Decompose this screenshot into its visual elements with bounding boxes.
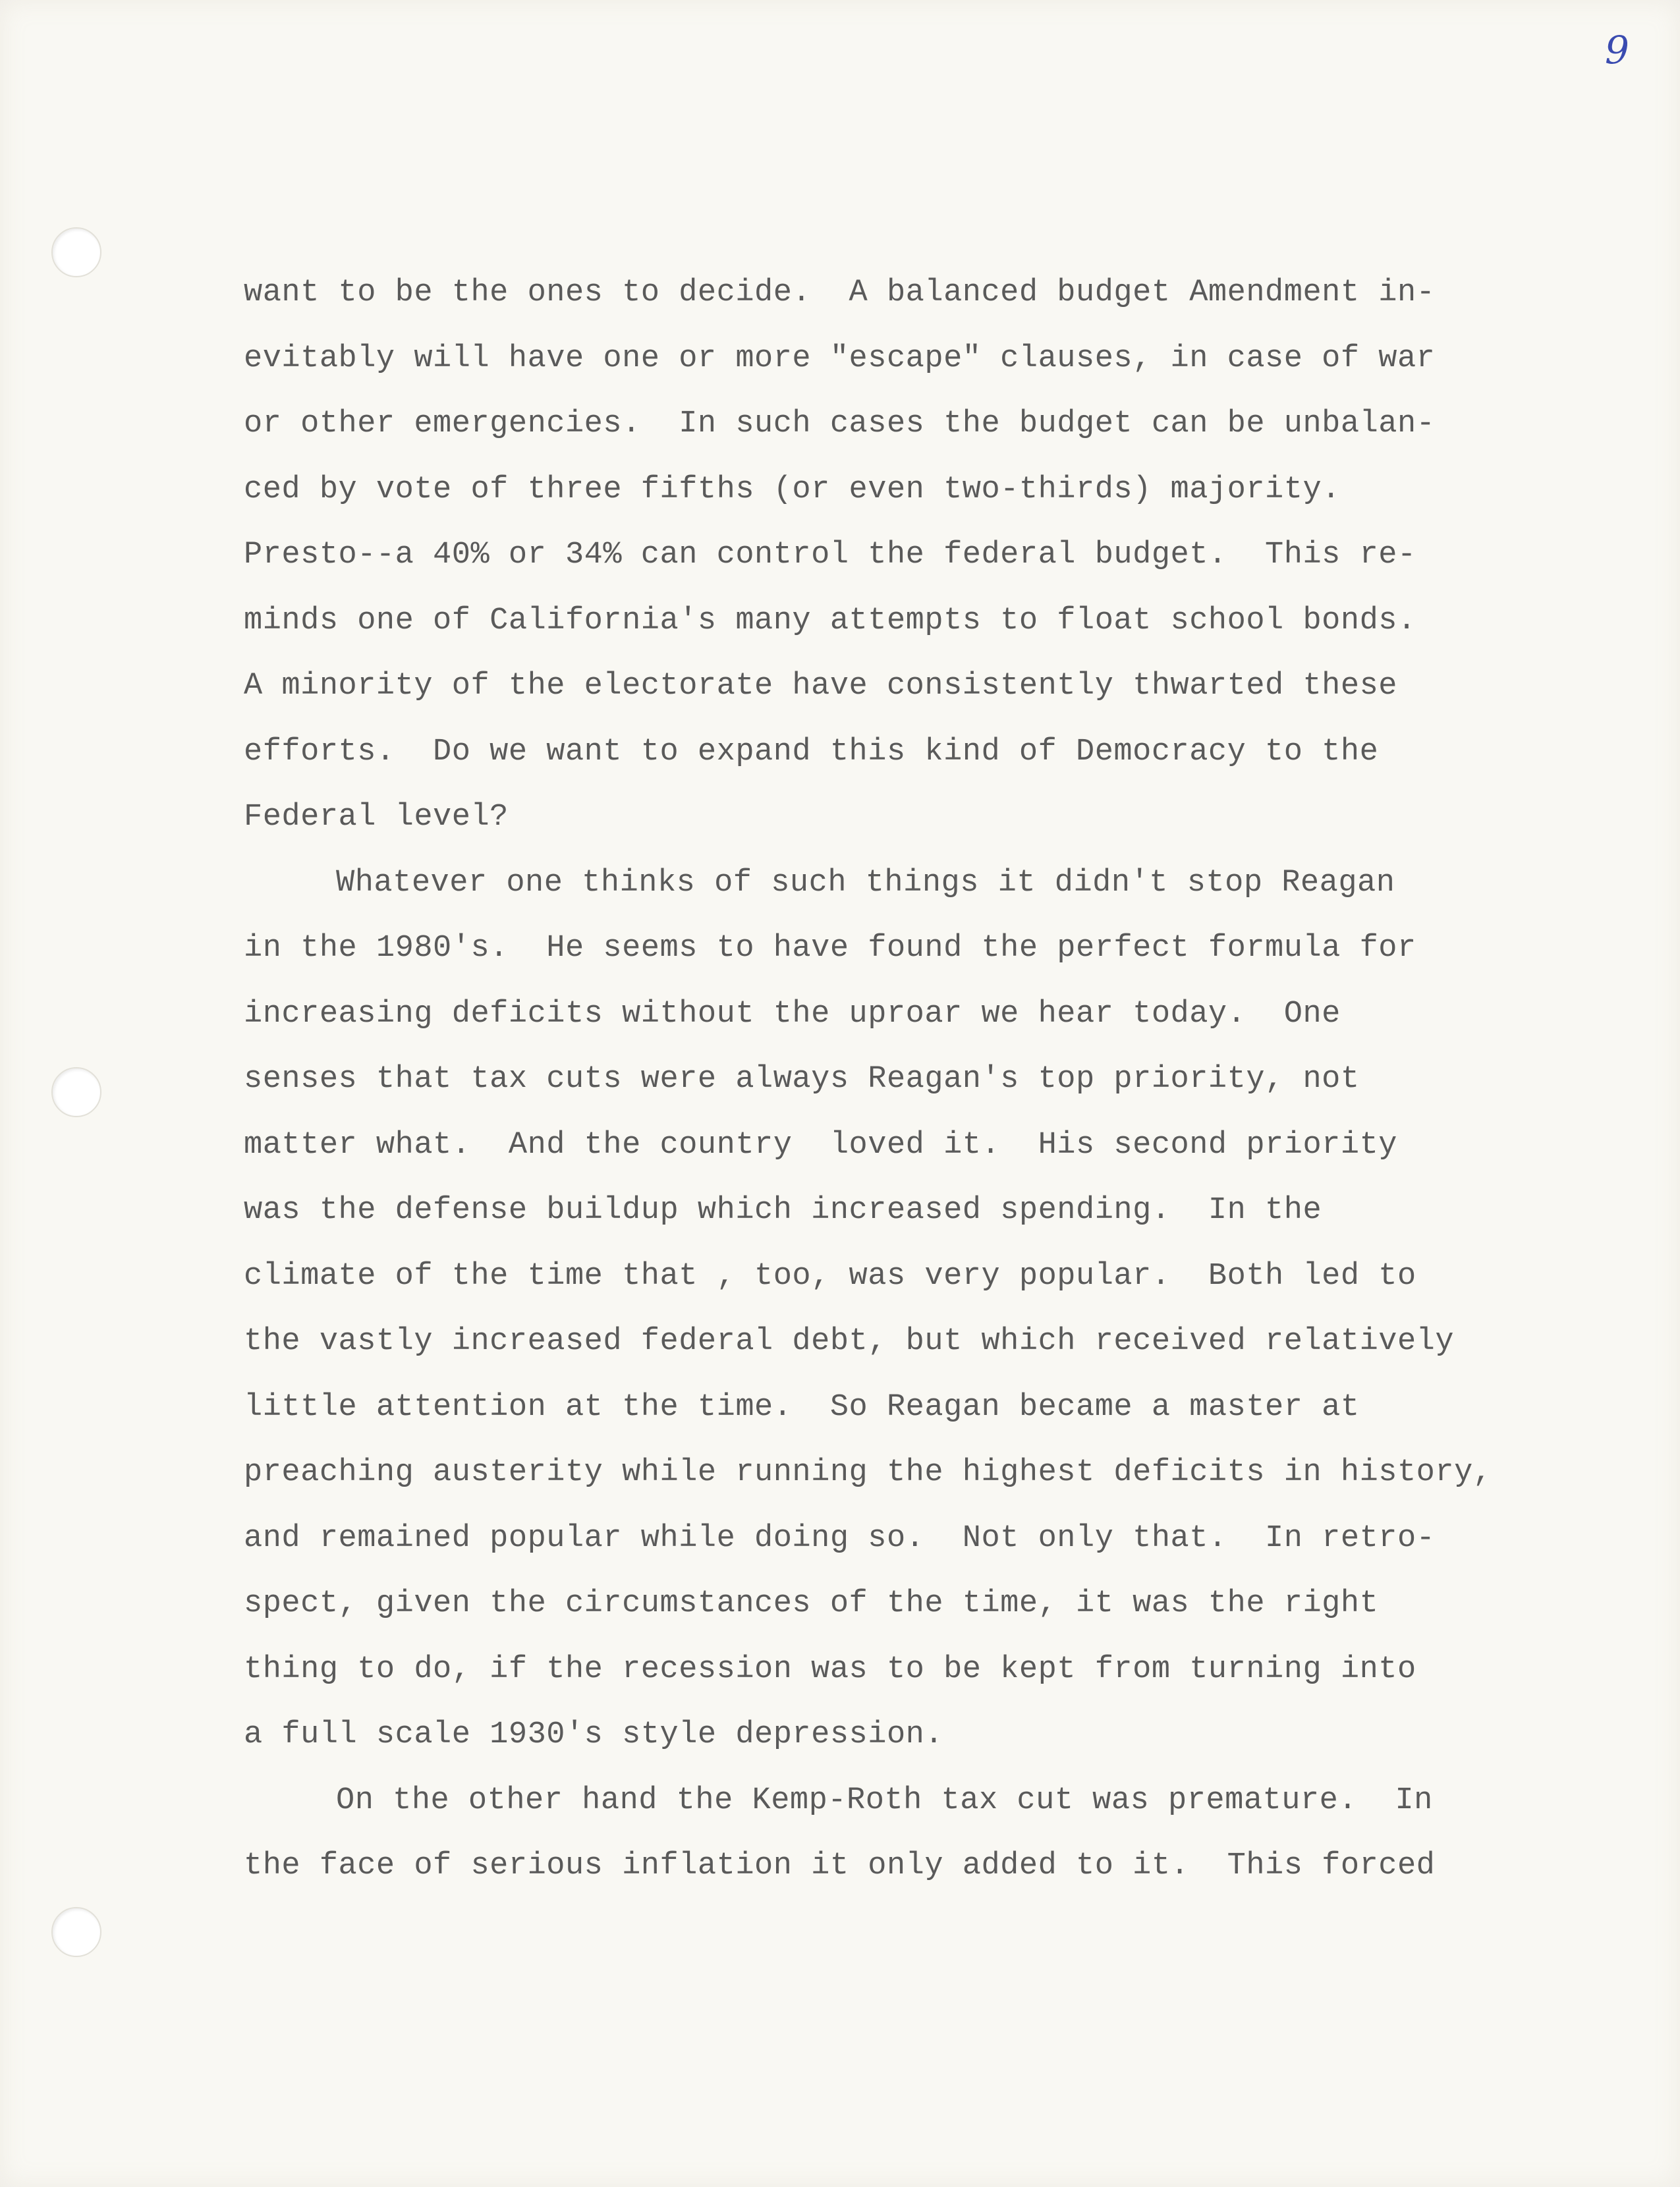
text-line: Presto--a 40% or 34% can control the federal budget. This re- (244, 538, 1416, 572)
text-line: climate of the time that , too, was very popular. Both led to (244, 1258, 1416, 1294)
text-line: preaching austerity while running the highest deficits in history, (244, 1455, 1492, 1490)
text-line: evitably will have one or more "escape" clauses, in case of war (244, 341, 1436, 376)
text-line: efforts. Do we want to expand this kind of Democracy to the (244, 734, 1379, 769)
text-line: or other emergencies. In such cases the budget can be unbalan- (244, 406, 1436, 441)
text-line: was the defense buildup which increased spending. In the (244, 1193, 1322, 1228)
text-line: the face of serious inflation it only added to it. This forced (244, 1848, 1436, 1883)
text-line: On the other hand the Kemp-Roth tax cut was premature. In (336, 1783, 1433, 1818)
punch-hole (51, 1907, 101, 1957)
text-line: Whatever one thinks of such things it didn't stop Reagan (336, 865, 1395, 900)
text-line: in the 1980's. He seems to have found the perfect formula for (244, 931, 1416, 966)
text-line: A minority of the electorate have consistently thwarted these (244, 669, 1397, 704)
text-line: Federal level? (244, 800, 509, 835)
text-line: senses that tax cuts were always Reagan's top priority, not (244, 1062, 1360, 1097)
text-line: little attention at the time. So Reagan became a master at (244, 1389, 1360, 1425)
text-line: the vastly increased federal debt, but which received relatively (244, 1324, 1455, 1359)
punch-hole (51, 227, 101, 277)
text-line: increasing deficits without the uproar we hear today. One (244, 996, 1341, 1032)
page-number: 9 (1605, 28, 1629, 72)
text-line: thing to do, if the recession was to be kept from turning into (244, 1651, 1416, 1687)
typed-body-text (244, 260, 1535, 1899)
text-line: matter what. And the country loved it. His second priority (244, 1127, 1397, 1163)
text-line: spect, given the circumstances of the time, it was the right (244, 1586, 1379, 1621)
text-line: a full scale 1930's style depression. (244, 1717, 944, 1752)
text-line: want to be the ones to decide. A balanced budget Amendment in- (244, 275, 1436, 310)
text-line: ced by vote of three fifths (or even two-thirds) majority. (244, 472, 1341, 507)
text-line: minds one of California's many attempts to float school bonds. (244, 603, 1416, 638)
text-line: and remained popular while doing so. Not only that. In retro- (244, 1520, 1436, 1556)
punch-hole (51, 1067, 101, 1117)
